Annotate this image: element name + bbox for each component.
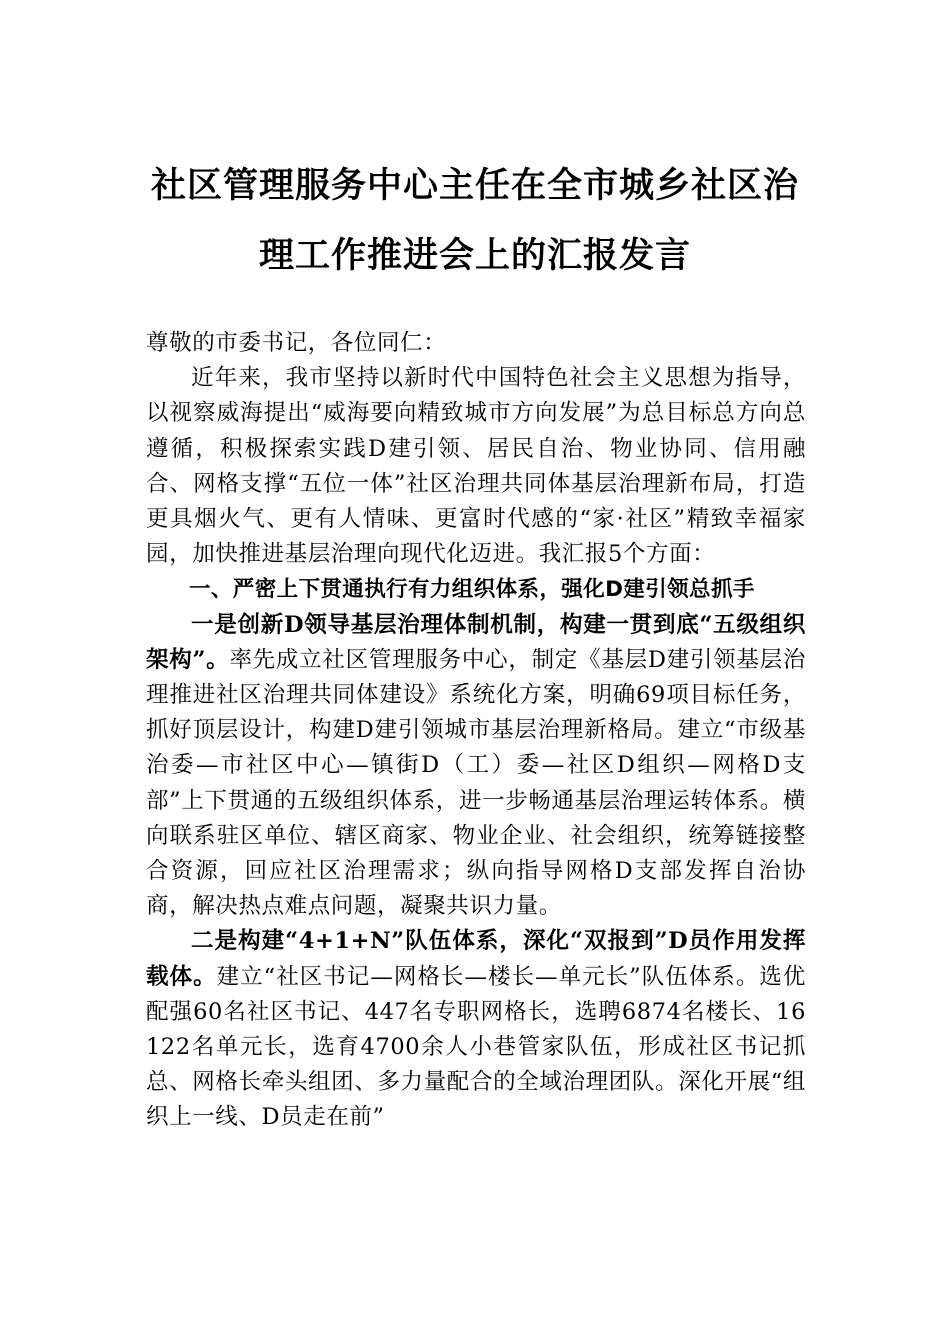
salutation: 尊敬的市委书记，各位同仁： (146, 330, 447, 356)
intro-paragraph: 近年来，我市坚持以新时代中国特色社会主义思想为指导，以视察威海提出“威海要向精致城市方向发展”为总目标总方向总遵循，积极探索实践D建引领、居民自治、物业协同、信用融合、网格支撑“五位一体”社区治理共同体基层治理新布局，打造更具烟火气、更有人情味、更富时代感的“家·社区”精致幸福家园，加快推进基层治理向现代化迈进。我汇报5个方面： (146, 365, 806, 568)
document-body (146, 326, 806, 1136)
document-title-line-1: 社区管理服务中心主任在全市城乡社区治 (150, 165, 799, 206)
item-1-lead: 一是创新D领导基层治理体制机制，构建一贯到底“五级组织架构”。 (146, 611, 806, 673)
paragraph-item-2 (146, 924, 806, 1135)
paragraph-item-1 (146, 608, 806, 925)
item-2-text: 建立“社区书记—网格长—楼长—单元长”队伍体系。选优配强60名社区书记、447名专职网格长，选聘6874名楼长、16122名单元长，选育4700余人小巷管家队伍，形成社区书记抓总、网格长牵头组团、多力量配合的全域治理团队。深化开展“组织上一线、D员走在前” (146, 963, 806, 1131)
item-2-lead: 二是构建“4+1+N”队伍体系，深化“双报到”D员作用发挥载体。 (146, 928, 806, 990)
section-heading-1: 一、严密上下贯通执行有力组织体系，强化D建引领总抓手 (189, 577, 755, 603)
item-1-text: 率先成立社区管理服务中心，制定《基层D建引领基层治理推进社区治理共同体建设》系统化方案，明确69项目标任务，抓好顶层设计，构建D建引领城市基层治理新格局。建立“市级基治委—市社区中心—镇街D（工）委—社区D组织—网格D支部”上下贯通的五级组织体系，进一步畅通基层治理运转体系。横向联系驻区单位、辖区商家、物业企业、社会组织，统筹链接整合资源，回应社区治理需求；纵向指导网格D支部发挥自治协商，解决热点难点问题，凝聚共识力量。 (146, 646, 807, 920)
document-title-line-2: 理工作推进会上的汇报发言 (258, 235, 691, 276)
